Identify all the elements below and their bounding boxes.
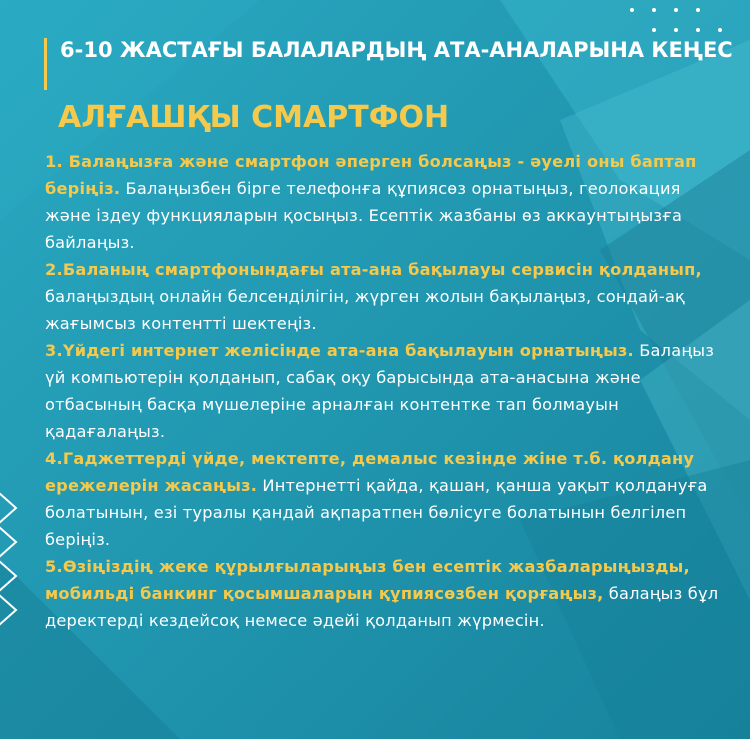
tip-4 bbox=[45, 445, 725, 553]
page-subtitle: 6-10 ЖАСТАҒЫ БАЛАЛАРДЫҢ АТА-АНАЛАРЫНА КЕҢЕС bbox=[60, 38, 733, 62]
tip-4-text: Интернетті қайда, қашан, қанша уақыт қолдануға болатынын, езі туралы қандай ақпаратпен бөлісуге болатынын белгілеп беріңіз. bbox=[45, 476, 708, 549]
tips-list bbox=[45, 148, 725, 634]
tip-1-highlight: 1. Балаңызға және смартфон әперген болсаңыз - әуелі оны баптап беріңіз. bbox=[45, 152, 697, 198]
tip-3 bbox=[45, 337, 725, 445]
tip-2 bbox=[45, 256, 725, 337]
tip-4-highlight: 4.Гаджеттерді үйде, мектепте, демалыс кезінде жіне т.б. қолдану ережелерін жасаңыз. bbox=[45, 449, 695, 495]
tip-1-text: Балаңызбен бірге телефонға құпиясөз орнатыңыз, геолокация және іздеу функцияларын қосыңыз. Есептік жазбаны өз аккаунтыңызға байлаңыз. bbox=[45, 179, 683, 252]
page-title: АЛҒАШҚЫ СМАРТФОН bbox=[58, 100, 450, 135]
chevron-decoration bbox=[0, 490, 24, 630]
tip-5-highlight: 5.Өзіңіздің жеке құрылғыларыңыз бен есептік жазбаларыңызды, мобильді банкинг қосымшаларын құпиясөзбен қорғаңыз, bbox=[45, 557, 690, 603]
tip-5 bbox=[45, 553, 725, 634]
tip-1 bbox=[45, 148, 725, 256]
tip-2-highlight: 2.Баланың смартфонындағы ата-ана бақылауы сервисін қолданып, bbox=[45, 260, 702, 279]
header-accent-bar bbox=[44, 38, 47, 90]
tip-3-highlight: 3.Үйдегі интернет желісінде ата-ана бақылауын орнатыңыз. bbox=[45, 341, 634, 360]
tip-3-text: Балаңыз үй компьютерін қолданып, сабақ оқу барысында ата-анасына және отбасының басқа мүшелеріне арналған контентке тап болмауын қадағалаңыз. bbox=[45, 341, 715, 441]
tip-5-text: балаңыз бұл деректерді кездейсоқ немесе әдейі қолданып жүрмесін. bbox=[45, 584, 719, 630]
tip-2-text: балаңыздың онлайн белсенділігін, жүрген жолын бақылаңыз, сондай-ақ жағымсыз контентті шектеңіз. bbox=[45, 287, 686, 333]
